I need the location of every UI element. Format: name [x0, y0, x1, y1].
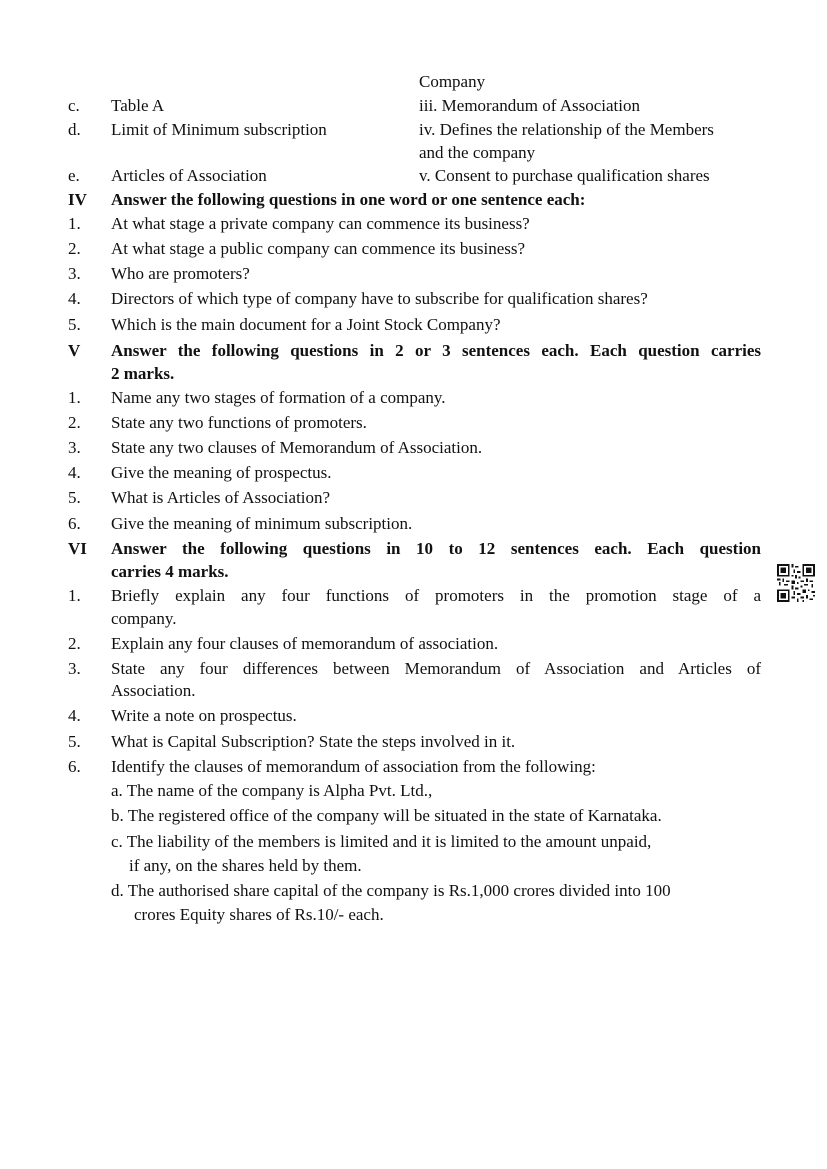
question-number: 3. [68, 438, 81, 457]
question-item-cont [0, 681, 827, 705]
question-text: What is Articles of Association? [111, 488, 331, 507]
question-number: 1. [68, 388, 81, 407]
question-item [0, 413, 827, 437]
section-v-heading [0, 341, 827, 365]
match-label: e. [68, 166, 80, 185]
question-item [0, 514, 827, 538]
question-text: State any two functions of promoters. [111, 413, 367, 432]
question-text: Give the meaning of minimum subscription. [111, 514, 413, 533]
match-row [0, 120, 827, 144]
question-number: 2. [68, 239, 81, 258]
question-number: 6. [68, 757, 81, 776]
sub-item [0, 881, 827, 905]
question-number: 3. [68, 659, 81, 678]
sub-item [0, 781, 827, 805]
section-iv-heading [0, 190, 827, 214]
section-v-heading-cont [0, 364, 827, 388]
sub-item [0, 806, 827, 830]
match-right-text: iv. Defines the relationship of the Members [419, 120, 714, 139]
question-item-cont [0, 609, 827, 633]
sub-item-text: if any, on the shares held by them. [129, 856, 362, 875]
question-text: Association. [111, 681, 196, 700]
question-text: Identify the clauses of memorandum of association from the following: [111, 757, 596, 776]
question-text: At what stage a public company can commence its business? [111, 239, 526, 258]
question-item [0, 315, 827, 339]
question-text: Explain any four clauses of memorandum of association. [111, 634, 499, 653]
match-row [0, 166, 827, 190]
section-number: VI [68, 539, 87, 558]
question-number: 5. [68, 315, 81, 334]
section-heading-text: Answer the following questions in 2 or 3 sentences each. Each question carries [111, 341, 761, 360]
section-heading-text: 2 marks. [111, 364, 175, 383]
question-item [0, 706, 827, 730]
question-text: Which is the main document for a Joint Stock Company? [111, 315, 501, 334]
question-text: Give the meaning of prospectus. [111, 463, 332, 482]
match-left-text: Articles of Association [111, 166, 267, 185]
sub-item [0, 832, 827, 856]
question-number: 1. [68, 586, 81, 605]
question-number: 5. [68, 732, 81, 751]
question-number: 2. [68, 634, 81, 653]
question-item [0, 438, 827, 462]
match-right-text: and the company [419, 143, 536, 162]
sub-item-text: a. The name of the company is Alpha Pvt. Ltd., [111, 781, 433, 800]
question-item [0, 586, 827, 610]
section-number: IV [68, 190, 87, 209]
match-left-text: Table A [111, 96, 165, 115]
question-item [0, 634, 827, 658]
sub-item-text: crores Equity shares of Rs.10/- each. [134, 905, 384, 924]
question-item [0, 264, 827, 288]
question-text: State any two clauses of Memorandum of Association. [111, 438, 483, 457]
question-text: Name any two stages of formation of a company. [111, 388, 446, 407]
question-text: What is Capital Subscription? State the steps involved in it. [111, 732, 516, 751]
sub-item-text: b. The registered office of the company will be situated in the state of Karnataka. [111, 806, 662, 825]
sub-item-cont [0, 856, 827, 880]
question-item [0, 659, 827, 683]
question-text: company. [111, 609, 177, 628]
question-number: 4. [68, 463, 81, 482]
section-heading-text: carries 4 marks. [111, 562, 229, 581]
match-right-text: v. Consent to purchase qualification shares [419, 166, 710, 185]
question-number: 3. [68, 264, 81, 283]
match-right-text: iii. Memorandum of Association [419, 96, 640, 115]
question-text: At what stage a private company can commence its business? [111, 214, 530, 233]
match-row [0, 143, 827, 167]
question-text: Write a note on prospectus. [111, 706, 297, 725]
question-number: 4. [68, 706, 81, 725]
match-label: d. [68, 120, 81, 139]
question-number: 4. [68, 289, 81, 308]
question-text: Directors of which type of company have to subscribe for qualification shares? [111, 289, 648, 308]
question-number: 5. [68, 488, 81, 507]
question-text: State any four differences between Memorandum of Association and Articles of [111, 659, 761, 678]
question-number: 1. [68, 214, 81, 233]
section-vi-heading [0, 539, 827, 563]
question-number: 6. [68, 514, 81, 533]
question-text: Who are promoters? [111, 264, 250, 283]
question-number: 2. [68, 413, 81, 432]
section-heading-text: Answer the following questions in one word or one sentence each: [111, 190, 586, 209]
match-row [0, 96, 827, 120]
match-label: c. [68, 96, 80, 115]
question-item [0, 757, 827, 781]
question-item [0, 239, 827, 263]
question-item [0, 463, 827, 487]
sub-item-text: c. The liability of the members is limited and it is limited to the amount unpaid, [111, 832, 652, 851]
match-row-continuation [0, 72, 827, 96]
question-item [0, 388, 827, 412]
question-item [0, 732, 827, 756]
question-item [0, 289, 827, 313]
section-heading-text: Answer the following questions in 10 to 12 sentences each. Each question [111, 539, 761, 558]
match-left-text: Limit of Minimum subscription [111, 120, 327, 139]
sub-item-cont [0, 905, 827, 929]
match-right-text: Company [419, 72, 486, 91]
question-text: Briefly explain any four functions of promoters in the promotion stage of a [111, 586, 761, 605]
question-item [0, 214, 827, 238]
question-item [0, 488, 827, 512]
sub-item-text: d. The authorised share capital of the company is Rs.1,000 crores divided into 100 [111, 881, 671, 900]
section-number: V [68, 341, 81, 360]
section-vi-heading-cont [0, 562, 827, 586]
qr-code-icon [777, 564, 815, 602]
